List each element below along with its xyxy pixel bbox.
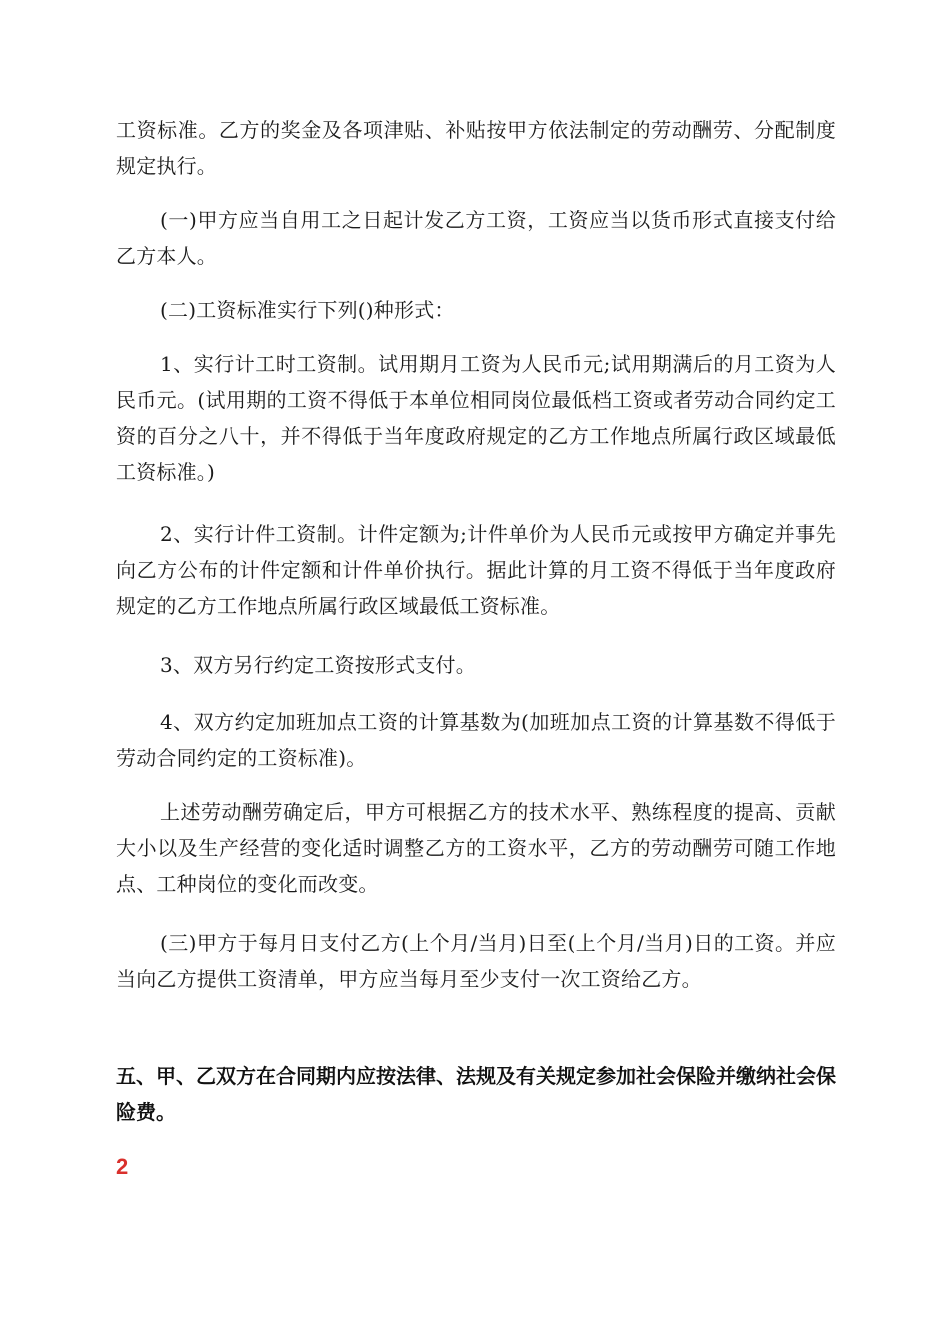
page-number: 2 <box>116 1154 129 1179</box>
paragraph-item-three: (三)甲方于每月日支付乙方(上个月/当月)日至(上个月/当月)日的工资。并应当向乙方提供工资清单，甲方应当每月至少支付一次工资给乙方。 <box>116 931 836 991</box>
paragraph-item-one: (一)甲方应当自用工之日起计发乙方工资，工资应当以货币形式直接支付给乙方本人。 <box>116 208 836 268</box>
paragraph-hourly-wage: 1、实行计工时工资制。试用期月工资为人民币元;试用期满后的月工资为人民币元。(试用期的工资不得低于本单位相同岗位最低档工资或者劳动合同约定工资的百分之八十，并不得低于当年度政府规定的乙方工作地点所属行政区域最低工资标准。) <box>116 352 836 484</box>
section-heading-social-insurance: 五、甲、乙双方在合同期内应按法律、法规及有关规定参加社会保险并缴纳社会保险费。 <box>116 1064 836 1124</box>
paragraph-overtime-base: 4、双方约定加班加点工资的计算基数为(加班加点工资的计算基数不得低于劳动合同约定的工资标准)。 <box>116 710 836 770</box>
paragraph-wage-adjustment: 上述劳动酬劳确定后，甲方可根据乙方的技术水平、熟练程度的提高、贡献大小以及生产经营的变化适时调整乙方的工资水平，乙方的劳动酬劳可随工作地点、工种岗位的变化而改变。 <box>116 800 836 896</box>
paragraph-wage-standard-continuation: 工资标准。乙方的奖金及各项津贴、补贴按甲方依法制定的劳动酬劳、分配制度规定执行。 <box>116 118 836 178</box>
paragraph-other-form: 3、双方另行约定工资按形式支付。 <box>160 653 476 677</box>
paragraph-item-two: (二)工资标准实行下列()种形式： <box>160 298 455 322</box>
paragraph-piece-wage: 2、实行计件工资制。计件定额为;计件单价为人民币元或按甲方确定并事先向乙方公布的计件定额和计件单价执行。据此计算的月工资不得低于当年度政府规定的乙方工作地点所属行政区域最低工资标准。 <box>116 522 836 618</box>
